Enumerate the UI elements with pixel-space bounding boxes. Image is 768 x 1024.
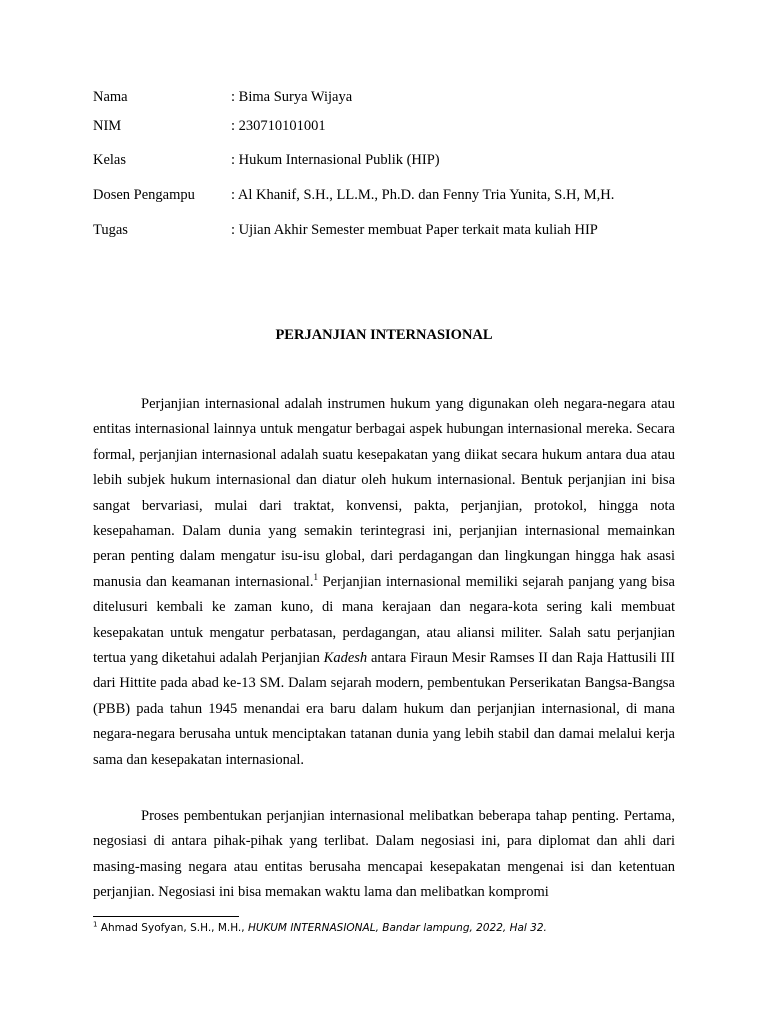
identity-label: Kelas: [93, 152, 127, 168]
identity-label: NIM: [93, 118, 122, 134]
paragraph-text: Perjanjian internasional memiliki sejarah panjang yang bisa ditelusuri kembali ke zaman kuno, di mana kerajaan dan negara-kota sering kali membuat kesepakatan untuk mengatur perbatasan, perdagangan, atau aliansi militer. Salah satu perjanjian tertua yang diketahui adalah Perjanjian: [93, 573, 675, 667]
identity-value: : Hukum Internasional Publik (HIP): [231, 152, 440, 168]
footnote-reference[interactable]: 1: [313, 572, 318, 583]
body-paragraph-2: Proses pembentukan perjanjian internasional melibatkan beberapa tahap penting. Pertama, negosiasi di antara pihak-pihak yang terlibat. Dalam negosiasi ini, para diplomat dan ahli dari masing-masing negara atau entitas berusaha mencapai kesepakatan mengenai isi dan ketentuan perjanjian. Negosiasi ini bisa memakan waktu lama dan melibatkan kompromi: [93, 808, 675, 901]
identity-value: : Bima Surya Wijaya: [231, 89, 353, 105]
identity-value: : Ujian Akhir Semester membuat Paper terkait mata kuliah HIP: [231, 222, 598, 238]
italic-term: Kadesh: [323, 650, 368, 667]
document-title: PERJANJIAN INTERNASIONAL: [275, 327, 493, 343]
identity-label: Dosen Pengampu: [93, 187, 195, 203]
document-page: [93, 0, 675, 1024]
identity-label: Nama: [93, 89, 128, 105]
footnote-separator: [93, 916, 239, 917]
footnote-author: Ahmad Syofyan, S.H., M.H.,: [97, 922, 248, 934]
footnote: [93, 920, 675, 936]
identity-value: : Al Khanif, S.H., LL.M., Ph.D. dan Fenny Tria Yunita, S.H, M,H.: [231, 187, 615, 203]
body-paragraph-1: [93, 392, 675, 773]
identity-label: Tugas: [93, 222, 128, 238]
paragraph-text: antara Firaun Mesir Ramses II dan Raja Hattusili III dari Hittite pada abad ke-13 SM. Dalam sejarah modern, pembentukan Perserikatan Bangsa-Bangsa (PBB) pada tahun 1945 menandai era baru dalam hukum dan perjanjian internasional, di mana negara-negara berusaha untuk menciptakan tatanan dunia yang lebih stabil dan damai melalui kerja sama dan kesepakatan internasional.: [93, 650, 675, 768]
paragraph-text: Perjanjian internasional adalah instrumen hukum yang digunakan oleh negara-negara atau entitas internasional lainnya untuk mengatur berbagai aspek hubungan internasional mereka. Secara formal, perjanjian internasional adalah suatu kesepakatan yang diikat secara hukum antara dua atau lebih subjek hukum internasional dan diatur oleh hukum internasional. Bentuk perjanjian ini bisa sangat bervariasi, mulai dari traktat, konvensi, pakta, perjanjian, protokol, hingga nota kesepahaman. Dalam dunia yang semakin terintegrasi ini, perjanjian internasional memainkan peran penting dalam mengatur isu-isu global, dari perdagangan dan lingkungan hingga hak asasi manusia dan keamanan internasional.: [93, 396, 675, 590]
identity-value: : 230710101001: [231, 118, 326, 134]
footnote-marker: 1: [93, 920, 98, 929]
footnote-source: HUKUM INTERNASIONAL, Bandar lampung, 2022, Hal 32.: [247, 922, 547, 934]
